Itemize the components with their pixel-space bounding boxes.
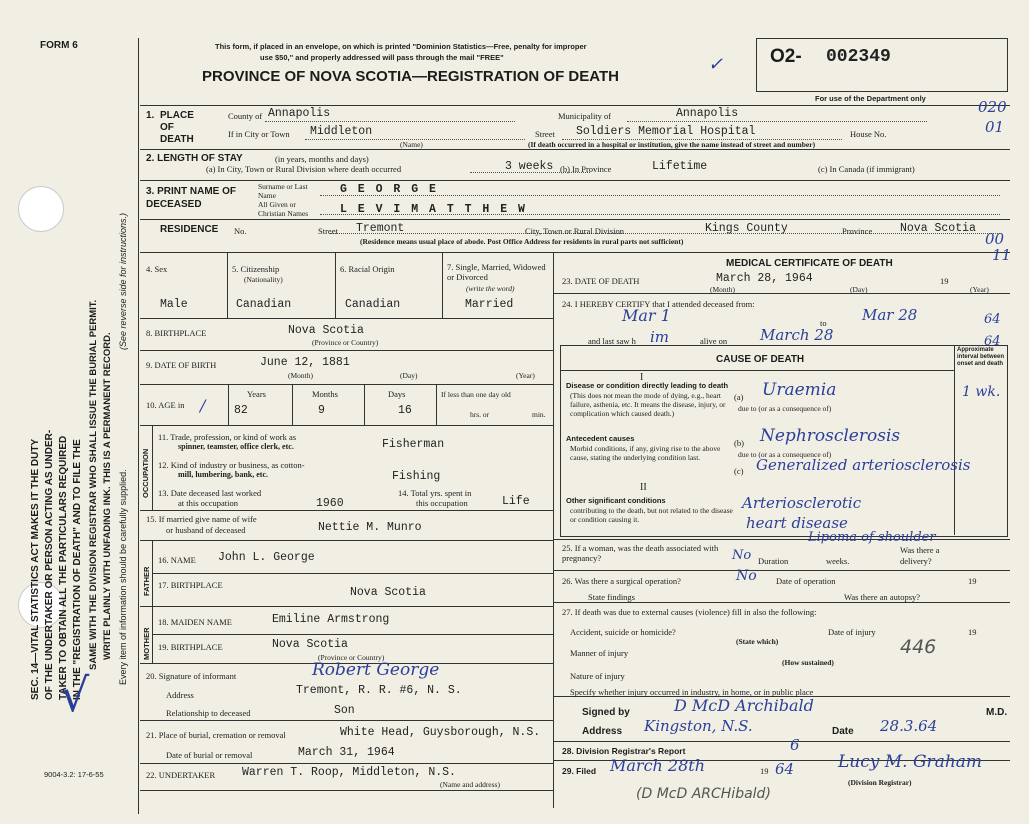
- rule-dob-top: [140, 350, 553, 351]
- racial-divider: [442, 252, 443, 318]
- cause-a-value: Uraemia: [762, 380, 837, 400]
- mother-side-label: MOTHER: [142, 627, 151, 660]
- q27-label: 27. If death was due to external causes (violence) fill in also the following:: [562, 607, 817, 617]
- relationship-label: Relationship to deceased: [166, 708, 251, 718]
- form-label: FORM 6: [40, 40, 78, 51]
- dot-county: [265, 121, 515, 122]
- q11-label-b: spinner, teamster, office clerk, etc.: [178, 442, 294, 451]
- birthplace-hint: (Province or Country): [312, 338, 379, 347]
- surname-label: Surname or Last Name: [258, 182, 308, 200]
- rule-burial-top: [140, 720, 553, 721]
- date-operation-label: Date of operation: [776, 576, 836, 586]
- rule-q26: [553, 570, 1010, 571]
- marital-value: Married: [465, 298, 514, 311]
- attended-to-value: Mar 28: [862, 306, 918, 324]
- cause-title: CAUSE OF DEATH: [716, 354, 805, 365]
- age-hrs-label: hrs. or: [470, 410, 490, 419]
- rule-father-mid: [152, 573, 553, 574]
- sex-label: 4. Sex: [146, 264, 168, 274]
- q20-label: 20. Signature of informant: [146, 671, 237, 681]
- signed-label: Signed by: [582, 707, 630, 718]
- rule-age-top: [140, 384, 553, 385]
- given-label: All Given or Christian Names: [258, 200, 309, 218]
- age-under-day-label: If less than one day old: [441, 390, 511, 399]
- date-of-death-value: March 28, 1964: [716, 272, 813, 285]
- mother-name-value: Emiline Armstrong: [272, 613, 390, 626]
- q13-value: 1960: [316, 497, 344, 510]
- nature-label: Nature of injury: [570, 671, 625, 681]
- side-text-line6: WRITE PLAINLY WITH UNFADING INK. THIS IS A PERMANENT RECORD.: [102, 332, 113, 660]
- q25-value: No: [732, 548, 752, 563]
- marital-label: 7. Single, Married, Widowed or Divorced: [447, 262, 546, 282]
- parent-side-divider: [152, 540, 153, 663]
- q22-label: 22. UNDERTAKER: [146, 770, 216, 780]
- name-label: 3. PRINT NAME OF DECEASED: [146, 186, 237, 210]
- q26-value: No: [736, 568, 757, 584]
- citizenship-label: 5. Citizenship: [232, 264, 280, 274]
- citizenship-divider: [335, 252, 336, 318]
- attended-year: 64: [984, 312, 1001, 327]
- attended-from-value: Mar 1: [622, 306, 671, 325]
- burial-place-value: White Head, Guysborough, N.S.: [340, 726, 541, 739]
- side-text-line3: TAKER TO OBTAIN ALL THE PARTICULARS REQUIRED: [58, 435, 69, 700]
- cause-title-rule: [561, 370, 954, 371]
- dept-code-2: 01: [985, 118, 1005, 136]
- interval-divider: [954, 345, 955, 535]
- stay-c-label: (c) In Canada (if immigrant): [818, 164, 915, 174]
- filed-year-value: 64: [775, 760, 795, 778]
- q13-label-b: at this occupation: [178, 498, 238, 508]
- interval-heading: Approximate interval between onset and death: [957, 347, 1005, 367]
- check-mark-icon: ✓: [708, 54, 724, 75]
- rule-undertaker-top: [140, 763, 553, 764]
- filed-date-value: March 28th: [610, 756, 706, 775]
- dob-month-hint: (Month): [288, 371, 313, 380]
- other-condition-3: Lipoma of shoulder: [808, 530, 936, 545]
- q12-value: Fishing: [392, 470, 441, 483]
- rule-q27: [553, 602, 1010, 603]
- rule-personal-top: [140, 252, 1010, 253]
- rule-stay-top: [140, 149, 1010, 150]
- immediate-label: Disease or condition directly leading to death: [566, 381, 729, 390]
- q14-value: Life: [502, 495, 530, 508]
- q19-label: 19. BIRTHPLACE: [158, 642, 223, 652]
- state-which-hint: (State which): [736, 637, 779, 646]
- rule-spouse-top: [140, 510, 553, 511]
- side-check-mark-icon: √: [60, 668, 90, 722]
- residence-province-label: Province: [842, 226, 873, 236]
- physician-address-value: Kingston, N.S.: [644, 717, 753, 735]
- q14-label: 14. Total yrs. spent in: [398, 488, 472, 498]
- rule-mother-mid: [152, 634, 553, 635]
- alive-on-value: March 28: [760, 326, 834, 344]
- roman-two: II: [640, 482, 647, 493]
- physician-address-label: Address: [582, 726, 623, 737]
- dept-code-4: 11: [992, 246, 1012, 264]
- interval-a-value: 1 wk.: [962, 384, 1001, 400]
- other-condition-2: heart disease: [746, 514, 848, 532]
- registrar-hint: (Division Registrar): [848, 778, 912, 787]
- form-title: PROVINCE OF NOVA SCOTIA—REGISTRATION OF DEATH: [202, 68, 619, 85]
- burial-date-label: Date of burial or removal: [166, 750, 253, 760]
- dob-day-hint: (Day): [400, 371, 418, 380]
- last-saw-value: im: [650, 328, 670, 346]
- stay-a-value: 3 weeks: [505, 160, 554, 173]
- age-tick-mark: /: [200, 396, 206, 415]
- occupation-side-label: OCCUPATION: [141, 448, 150, 498]
- age-years-label: Years: [247, 389, 266, 399]
- other-condition-1: Arteriosclerotic: [742, 494, 862, 512]
- accident-label: Accident, suicide or homicide?: [570, 627, 676, 637]
- q21-label: 21. Place of burial, cremation or removal: [146, 730, 286, 740]
- residence-label: RESIDENCE: [160, 224, 219, 235]
- md-label: M.D.: [986, 707, 1008, 718]
- age-years-divider: [228, 384, 229, 425]
- rule-occupation-top: [140, 425, 553, 426]
- stay-label: 2. LENGTH OF STAY: [146, 153, 243, 164]
- age-days-value: 16: [398, 404, 412, 417]
- roman-one: I: [640, 372, 644, 383]
- residence-note: (Residence means usual place of abode. Post Office Address for residents in rural parts not sufficient): [360, 237, 684, 246]
- rule-bottom: [140, 790, 553, 791]
- age-years-value: 82: [234, 404, 248, 417]
- physician-date-value: 28.3.64: [880, 717, 938, 735]
- q18-label: 18. MAIDEN NAME: [158, 617, 232, 627]
- q14-label-b: this occupation: [416, 498, 468, 508]
- department-use-label: For use of the Department only: [815, 94, 926, 103]
- dept-code-1: 020: [978, 98, 1007, 116]
- residence-street-value: Tremont: [356, 222, 405, 235]
- rule-q28: [553, 741, 1010, 742]
- racial-value: Canadian: [345, 298, 401, 311]
- dod-year-hint: (Year): [970, 285, 989, 294]
- cause-b-label: (b): [734, 438, 744, 448]
- q28-label: 28. Division Registrar's Report: [562, 746, 686, 756]
- registration-number: 002349: [826, 47, 891, 67]
- side-text-line5: SAME WITH THE DIVISION REGISTRAR WHO SHALL ISSUE THE BURIAL PERMIT.: [88, 299, 99, 670]
- sex-value: Male: [160, 298, 188, 311]
- birthplace-label: 8. BIRTHPLACE: [146, 328, 207, 338]
- side-text-line7: Every item of information should be carefully supplied.: [118, 469, 128, 685]
- antecedent-hint: Morbid conditions, if any, giving rise to the above cause, stating the underlying condition last.: [570, 444, 721, 462]
- mother-birthplace-hint: (Province or Country): [318, 653, 385, 662]
- stay-hint: (in years, months and days): [275, 154, 369, 164]
- specify-label: Specify whether injury occurred in industry, in home, or in public place: [570, 687, 814, 697]
- q29-label: 29. Filed: [562, 766, 597, 776]
- age-hrs-divider: [436, 384, 437, 425]
- medical-column-divider: [553, 252, 554, 808]
- q17-label: 17. BIRTHPLACE: [158, 580, 223, 590]
- age-label: 10. AGE in: [146, 400, 185, 410]
- stay-b-label: (b) In Province: [560, 164, 612, 174]
- autopsy-label: Was there an autopsy?: [844, 592, 921, 602]
- alive-on-label: alive on: [700, 336, 728, 346]
- due-to-b: due to (or as a consequence of): [738, 450, 832, 459]
- undertaker-hint: (Name and address): [440, 780, 500, 789]
- cause-c-value: Generalized arteriosclerosis: [756, 456, 971, 474]
- burial-date-value: March 31, 1964: [298, 746, 395, 759]
- age-months-label: Months: [312, 389, 338, 399]
- undertaker-value: Warren T. Roop, Middleton, N.S.: [242, 766, 456, 779]
- q11-value: Fisherman: [382, 438, 445, 451]
- duration-label: Duration: [758, 556, 789, 566]
- other-hint: contributing to the death, but not related to the disease or condition causing it.: [570, 506, 733, 524]
- q15-value: Nettie M. Munro: [318, 521, 422, 534]
- q12-label-b: mill, lumbering, bank, etc.: [178, 470, 269, 479]
- municipality-value: Annapolis: [676, 107, 739, 120]
- citizenship-hint: (Nationality): [244, 275, 283, 284]
- delivery-label: Was there a delivery?: [900, 545, 940, 566]
- county-label: County of: [228, 111, 263, 121]
- residence-street-label: Street: [318, 226, 338, 236]
- informant-address-value: Tremont, R. R. #6, N. S.: [296, 684, 462, 697]
- occupation-side-divider: [152, 425, 153, 510]
- side-text-line1: SEC. 14—VITAL STATISTICS ACT MAKES IT THE DUTY: [30, 438, 41, 700]
- cause-b-value: Nephrosclerosis: [760, 426, 901, 446]
- pencil-number: 446: [900, 636, 937, 658]
- manner-label: Manner of injury: [570, 648, 629, 658]
- attended-to-label: to: [820, 318, 827, 328]
- date-of-death-19: 19: [940, 276, 949, 286]
- medical-title: MEDICAL CERTIFICATE OF DEATH: [726, 258, 893, 269]
- registration-prefix: O2-: [770, 46, 802, 67]
- due-to-a: due to (or as a consequence of): [738, 404, 832, 413]
- birthplace-value: Nova Scotia: [288, 324, 364, 337]
- rule-mother-top: [140, 606, 553, 607]
- dod-month-hint: (Month): [710, 285, 735, 294]
- residence-city-value: Kings County: [705, 222, 788, 235]
- city-label: If in City or Town: [228, 129, 290, 139]
- operation-19: 19: [968, 576, 977, 586]
- street-label: Street: [535, 129, 555, 139]
- age-days-divider: [364, 384, 365, 425]
- informant-address-label: Address: [166, 690, 194, 700]
- q13-label: 13. Date deceased last worked: [158, 488, 262, 498]
- street-value: Soldiers Memorial Hospital: [576, 125, 756, 138]
- rule-father-top: [140, 540, 553, 541]
- q15-label-b: or husband of deceased: [166, 525, 246, 535]
- age-min-label: min.: [532, 410, 546, 419]
- age-months-divider: [292, 384, 293, 425]
- residence-no-label: No.: [234, 226, 247, 236]
- rule-death-date: [553, 293, 1010, 294]
- father-birthplace-value: Nova Scotia: [350, 586, 426, 599]
- punch-hole-top: [18, 186, 64, 232]
- form-code: 9004-3.2: 17-6-55: [44, 770, 104, 779]
- dob-value: June 12, 1881: [260, 356, 350, 369]
- physician-date-label: Date: [832, 726, 854, 737]
- county-value: Annapolis: [268, 107, 331, 120]
- filed-19: 19: [760, 766, 769, 776]
- stay-a-label: (a) In City, Town or Rural Division where death occurred: [206, 164, 402, 174]
- marital-hint: (write the word): [466, 284, 515, 293]
- q25-label: 25. If a woman, was the death associated with pregnancy?: [562, 543, 719, 563]
- injury-19: 19: [968, 627, 977, 637]
- place-label-num: 1.: [146, 110, 155, 121]
- dob-year-hint: (Year): [516, 371, 535, 380]
- antecedent-label: Antecedent causes: [566, 434, 635, 443]
- envelope-note-2: use $50," and properly addressed will pass through the mail "FREE": [260, 53, 504, 62]
- rule-name-top: [140, 180, 1010, 181]
- pencil-note: (D McD ARCHibald): [636, 786, 771, 802]
- mother-birthplace-value: Nova Scotia: [272, 638, 348, 651]
- place-label: PLACE OF DEATH: [160, 110, 194, 145]
- city-value: Middleton: [310, 125, 373, 138]
- house-label: House No.: [850, 129, 887, 139]
- date-injury-label: Date of injury: [828, 627, 876, 637]
- q23-label: 23. DATE OF DEATH: [562, 276, 640, 286]
- municipality-label: Municipality of: [558, 111, 612, 121]
- father-side-label: FATHER: [142, 566, 151, 596]
- rule-place-top: [140, 105, 1010, 106]
- envelope-note-1: This form, if placed in an envelope, on which is printed "Dominion Statistics—Free, penalty for improper: [215, 42, 587, 51]
- q28-value: 6: [790, 736, 800, 754]
- state-findings-label: State findings: [588, 592, 635, 602]
- alive-year: 64: [984, 334, 1001, 349]
- dod-day-hint: (Day): [850, 285, 868, 294]
- rule-q25: [553, 539, 1010, 540]
- registrar-signature: Lucy M. Graham: [838, 752, 983, 772]
- age-months-value: 9: [318, 404, 325, 417]
- surname-value: G E O R G E: [340, 183, 438, 196]
- q26-label: 26. Was there a surgical operation?: [562, 576, 681, 586]
- other-label: Other significant conditions: [566, 496, 666, 505]
- rule-birthplace-top: [140, 318, 553, 319]
- father-name-value: John L. George: [218, 551, 315, 564]
- stay-b-value: Lifetime: [652, 160, 708, 173]
- last-saw-label: and last saw h: [588, 336, 636, 346]
- rule-residence-top: [140, 219, 1010, 220]
- citizenship-value: Canadian: [236, 298, 292, 311]
- cause-a-label: (a): [734, 392, 744, 402]
- how-sustained-hint: (How sustained): [782, 658, 834, 667]
- relationship-value: Son: [334, 704, 355, 717]
- racial-label: 6. Racial Origin: [340, 264, 395, 274]
- dept-code-3: 00: [985, 230, 1005, 248]
- residence-province-value: Nova Scotia: [900, 222, 976, 235]
- side-text-line2: OF THE UNDERTAKER OR PERSON ACTING AS UNDER-: [44, 429, 55, 700]
- age-days-label: Days: [388, 389, 406, 399]
- dob-label: 9. DATE OF BIRTH: [146, 360, 217, 370]
- immediate-hint: (This does not mean the mode of dying, e.g., heart failure, asthenia, etc. It means the disease, injury, or complication which caused death.): [570, 391, 726, 418]
- side-text-line8: (See reverse side for instructions.): [118, 212, 128, 350]
- q16-label: 16. NAME: [158, 555, 196, 565]
- institution-note: (If death occurred in a hospital or institution, give the name instead of street and number): [528, 140, 816, 149]
- side-text-line4: IN THE "REGISTRATION OF DEATH" AND TO FILE THE: [72, 439, 83, 700]
- q24-label: 24. I HEREBY CERTIFY that I attended deceased from:: [562, 299, 755, 309]
- physician-signature: D McD Archibald: [674, 696, 814, 715]
- city-name-hint: (Name): [400, 140, 423, 149]
- q15-label: 15. If married give name of wife: [146, 514, 257, 524]
- q11-label: 11. Trade, profession, or kind of work as: [158, 432, 297, 442]
- cause-c-label: (c): [734, 466, 744, 476]
- informant-signature: Robert George: [312, 660, 440, 680]
- residence-city-label: City, Town or Rural Division: [525, 226, 625, 236]
- weeks-label: weeks.: [826, 556, 850, 566]
- form-left-border: [138, 38, 139, 814]
- q12-label: 12. Kind of industry or business, as cotton-: [158, 460, 305, 470]
- dot-municipality: [627, 121, 927, 122]
- given-value: L E V I M A T T H E W: [340, 203, 527, 216]
- sex-divider: [227, 252, 228, 318]
